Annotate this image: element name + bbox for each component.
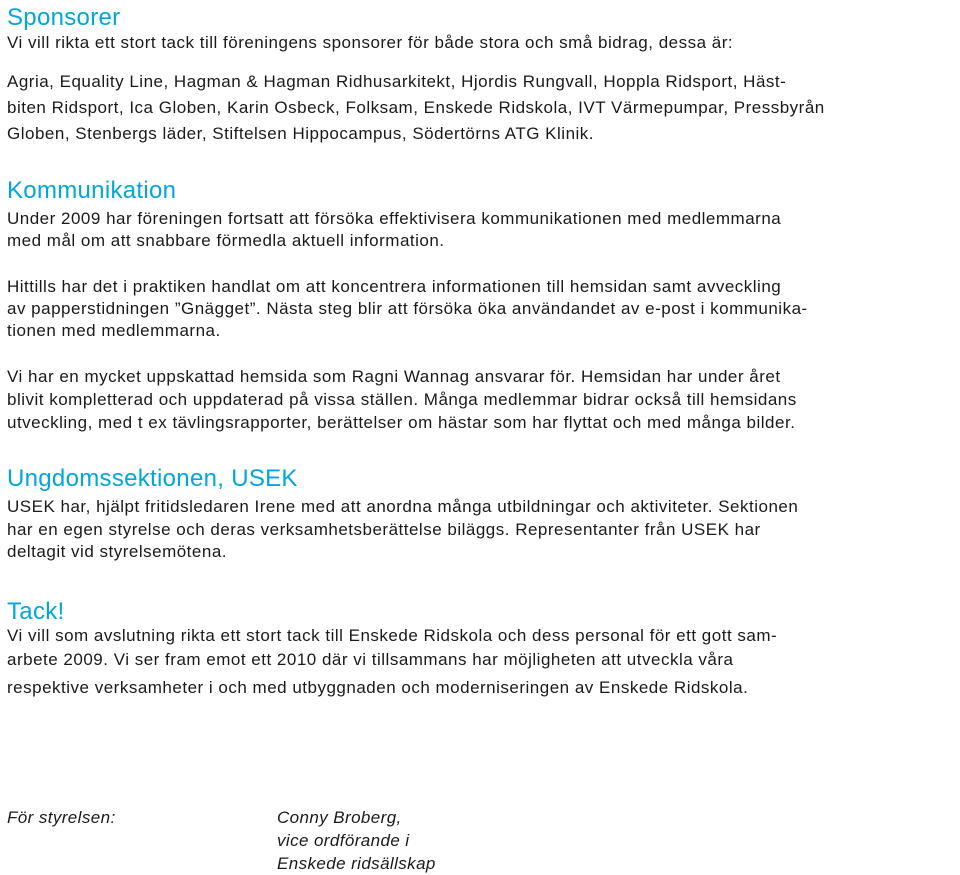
kommunikation-paragraph-2-line: Hittills har det i praktiken handlat om att koncentrera informationen till hemsidan samt avveckling [7,277,782,296]
signature-title: vice ordförande i [277,831,410,850]
section-heading-tack: Tack! [7,598,65,625]
signature-label: För styrelsen: [7,808,116,827]
kommunikation-paragraph-1-line: Under 2009 har föreningen fortsatt att försöka effektivisera kommunikationen med medlemmarna [7,209,782,228]
kommunikation-paragraph-3-line: utveckling, med t ex tävlingsrapporter, berättelser om hästar som har flyttat och med många bilder. [7,413,796,432]
kommunikation-paragraph-3-line: Vi har en mycket uppskattad hemsida som Ragni Wannag ansvarar för. Hemsidan har under året [7,367,781,386]
usek-paragraph-line: USEK har, hjälpt fritidsledaren Irene med att anordna många utbildningar och aktiviteter. Sektionen [7,497,799,516]
section-heading-sponsorer: Sponsorer [7,4,121,31]
sponsorer-intro: Vi vill rikta ett stort tack till föreningens sponsorer för både stora och små bidrag, dessa är: [7,33,734,52]
kommunikation-paragraph-2-line: av papperstidningen ”Gnägget”. Nästa steg blir att försöka öka användandet av e-post i kommunika- [7,299,808,318]
section-heading-usek: Ungdomssektionen, USEK [7,465,298,492]
sponsor-list-line: Agria, Equality Line, Hagman & Hagman Ridhusarkitekt, Hjordis Rungvall, Hoppla Ridsport, Häst- [7,72,787,91]
kommunikation-paragraph-3-line: blivit kompletterad och uppdaterad på vissa ställen. Många medlemmar bidrar också till hemsidans [7,390,797,409]
sponsor-list-line: biten Ridsport, Ica Globen, Karin Osbeck, Folksam, Enskede Ridskola, IVT Värmepumpar, Pressbyrån [7,98,825,117]
signature-organization: Enskede ridsällskap [277,854,436,873]
usek-paragraph-line: deltagit vid styrelsemötena. [7,542,227,561]
tack-paragraph-line: Vi vill som avslutning rikta ett stort tack till Enskede Ridskola och dess personal för ett gott sam- [7,626,778,645]
tack-paragraph-line: respektive verksamheter i och med utbyggnaden och moderniseringen av Enskede Ridskola. [7,678,749,697]
kommunikation-paragraph-1-line: med mål om att snabbare förmedla aktuell information. [7,231,445,250]
kommunikation-paragraph-2-line: tionen med medlemmarna. [7,321,221,340]
section-heading-kommunikation: Kommunikation [7,177,177,204]
sponsor-list-line: Globen, Stenbergs läder, Stiftelsen Hippocampus, Södertörns ATG Klinik. [7,124,595,143]
signature-name: Conny Broberg, [277,808,402,827]
usek-paragraph-line: har en egen styrelse och deras verksamhetsberättelse biläggs. Representanter från USEK har [7,520,761,539]
tack-paragraph-line: arbete 2009. Vi ser fram emot ett 2010 där vi tillsammans har möjligheten att utveckla våra [7,650,734,669]
